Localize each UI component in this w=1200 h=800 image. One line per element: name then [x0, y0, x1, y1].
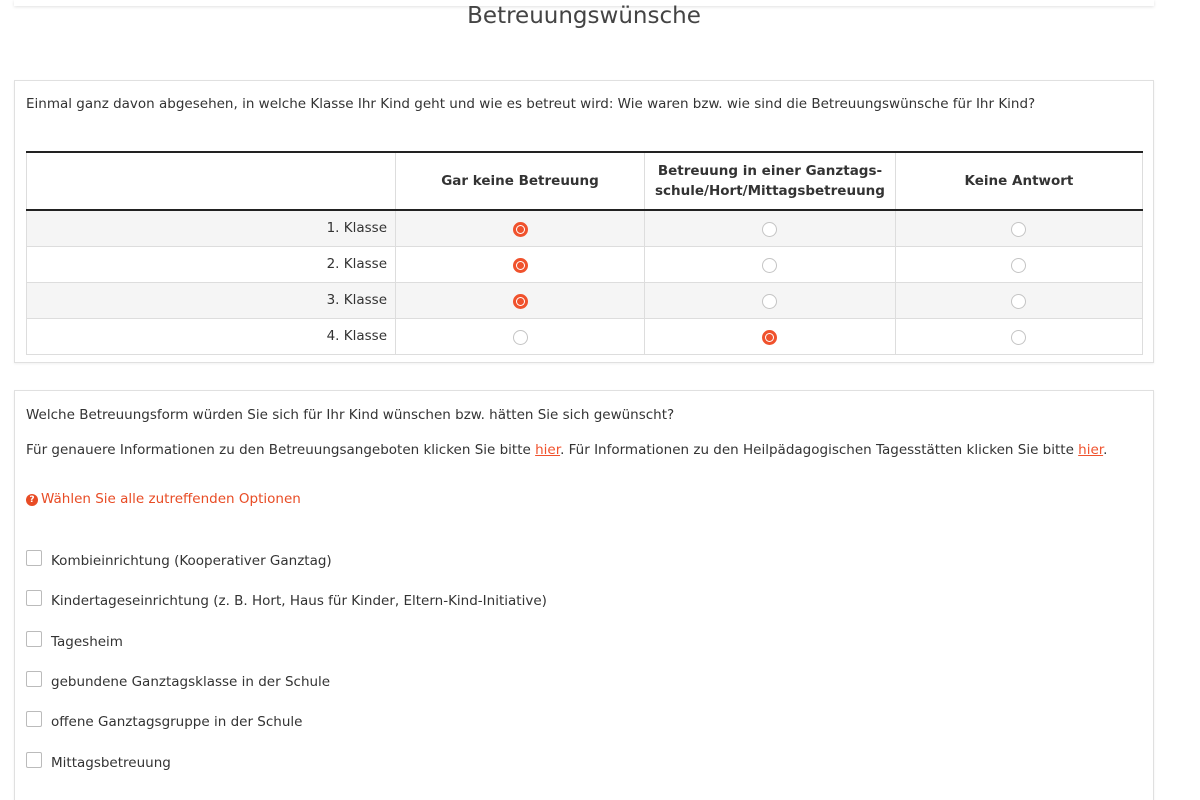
- matrix-row-label: 3. Klasse: [27, 282, 396, 318]
- hint-text: Wählen Sie alle zutreffenden Optionen: [41, 491, 301, 507]
- checkbox-option-label: Kindertageseinrichtung (z. B. Hort, Haus für Kinder, Eltern-Kind-Initiative): [51, 593, 547, 610]
- matrix-cell: [396, 210, 645, 246]
- radio-button[interactable]: [513, 222, 528, 237]
- info-link-betreuungsangebote[interactable]: hier: [535, 442, 561, 458]
- header-col-2-line1: Betreuung in einer Ganztags-: [657, 163, 883, 179]
- checkbox-question-text: Welche Betreuungsform würden Sie sich für Ihr Kind wünschen bzw. hätten Sie sich gewünscht?: [26, 407, 675, 423]
- header-empty: [27, 152, 396, 210]
- matrix-cell: [645, 318, 896, 354]
- checkbox-option[interactable]: [26, 714, 302, 730]
- radio-button[interactable]: [762, 330, 777, 345]
- matrix-row-label: 4. Klasse: [27, 318, 396, 354]
- info-text-part1: Für genauere Informationen zu den Betreuungsangeboten klicken Sie bitte: [26, 442, 536, 458]
- info-link-heilpaedagogisch[interactable]: hier: [1078, 442, 1104, 458]
- checkbox-option[interactable]: [26, 634, 123, 650]
- header-col-3-label: Keine Antwort: [964, 173, 1074, 189]
- question-circle-icon: ?: [26, 494, 38, 506]
- matrix-row: [27, 210, 1143, 246]
- header-col-2-line2: schule/Hort/Mittagsbetreuung: [655, 183, 885, 199]
- checkbox-option-label: Kombieinrichtung (Kooperativer Ganztag): [51, 553, 332, 569]
- checkbox[interactable]: [26, 671, 42, 687]
- checkbox-option-label: Mittagsbetreuung: [51, 754, 171, 771]
- radio-button[interactable]: [1011, 222, 1026, 237]
- select-all-hint: [26, 491, 301, 507]
- checkbox[interactable]: [26, 711, 42, 727]
- radio-button[interactable]: [513, 330, 528, 345]
- matrix-row: [27, 282, 1143, 318]
- radio-button[interactable]: [513, 258, 528, 273]
- radio-button[interactable]: [1011, 294, 1026, 309]
- radio-button[interactable]: [1011, 258, 1026, 273]
- checkbox-option-label: gebundene Ganztagsklasse in der Schule: [51, 673, 331, 690]
- matrix-cell: [396, 282, 645, 318]
- matrix-row-label: 1. Klasse: [27, 210, 396, 246]
- matrix-cell: [895, 318, 1142, 354]
- checkbox[interactable]: [26, 631, 42, 647]
- radio-button[interactable]: [762, 222, 777, 237]
- matrix-table: [26, 151, 1143, 355]
- checkbox-option[interactable]: [26, 755, 171, 771]
- checkbox[interactable]: [26, 752, 42, 768]
- matrix-row: [27, 318, 1143, 354]
- info-text-part3: .: [1103, 442, 1108, 458]
- checkbox[interactable]: [26, 590, 42, 606]
- matrix-cell: [645, 282, 896, 318]
- radio-button[interactable]: [762, 258, 777, 273]
- matrix-row-label: 2. Klasse: [27, 246, 396, 282]
- info-text: [26, 442, 1107, 458]
- matrix-cell: [895, 282, 1142, 318]
- checkbox[interactable]: [26, 550, 42, 566]
- matrix-cell: [396, 318, 645, 354]
- checkbox-option[interactable]: [26, 553, 332, 569]
- header-col-1: [396, 152, 645, 210]
- checkbox-option[interactable]: [26, 593, 547, 609]
- matrix-question-card: [14, 80, 1154, 363]
- radio-button[interactable]: [762, 294, 777, 309]
- matrix-header-row: [27, 152, 1143, 210]
- matrix-cell: [645, 210, 896, 246]
- matrix-row: [27, 246, 1143, 282]
- radio-button[interactable]: [513, 294, 528, 309]
- matrix-question-text: Einmal ganz davon abgesehen, in welche Klasse Ihr Kind geht und wie es betreut wird: Wie waren bzw. wie sind die Betreuungswünsche für Ihr Kind?: [26, 96, 1036, 112]
- checkbox-option-label: Tagesheim: [51, 633, 123, 650]
- page-title: Betreuungswünsche: [467, 3, 701, 29]
- matrix-cell: [396, 246, 645, 282]
- radio-button[interactable]: [1011, 330, 1026, 345]
- checkbox-question-card: [14, 390, 1154, 800]
- checkbox-option-label: offene Ganztagsgruppe in der Schule: [51, 714, 303, 731]
- matrix-cell: [645, 246, 896, 282]
- header-col-1-label: Gar keine Betreuung: [441, 173, 599, 189]
- header-col-2: [645, 152, 896, 210]
- matrix-cell: [895, 246, 1142, 282]
- checkbox-option[interactable]: [26, 674, 330, 690]
- matrix-cell: [895, 210, 1142, 246]
- info-text-part2: . Für Informationen zu den Heilpädagogischen Tagesstätten klicken Sie bitte: [560, 442, 1079, 458]
- header-col-3: [895, 152, 1142, 210]
